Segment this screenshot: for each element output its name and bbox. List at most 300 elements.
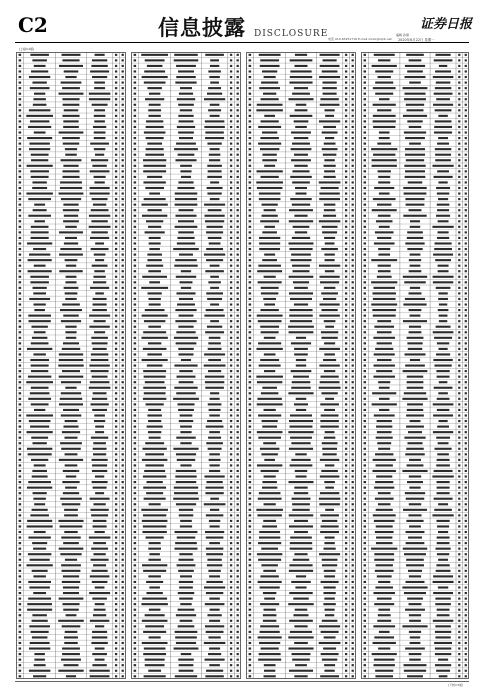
table-cell-text: [324, 159, 334, 161]
table-cell-text: [19, 220, 22, 222]
table-cell-text: [352, 442, 354, 444]
table-cell-text: [249, 237, 252, 239]
table-cell-text: [321, 470, 338, 472]
table-cell-text: [62, 348, 80, 350]
table-cell-text: [345, 131, 347, 133]
table-cell-text: [262, 215, 278, 217]
table-cell-text: [62, 98, 79, 100]
table-cell-text: [376, 370, 392, 372]
table-cell-text: [89, 592, 110, 594]
table-cell-text: [180, 603, 191, 605]
table-cell-text: [237, 564, 239, 566]
table-cell-text: [258, 281, 282, 283]
table-cell-text: [249, 176, 252, 178]
table-cell-text: [439, 303, 447, 305]
table-cell-text: [352, 603, 354, 605]
table-cell-text: [289, 331, 314, 333]
table-cell-text: [437, 453, 449, 455]
table-cell-text: [237, 292, 239, 294]
table-cell-text: [115, 98, 117, 100]
table-cell-text: [134, 215, 137, 217]
table-cell-text: [31, 226, 49, 228]
table-cell-text: [134, 54, 137, 56]
table-cell-text: [322, 148, 338, 150]
table-cell-text: [378, 181, 390, 183]
table-cell-text: [230, 537, 232, 539]
table-cell-text: [458, 631, 460, 633]
table-cell-text: [409, 209, 422, 211]
table-cell-text: [364, 564, 367, 566]
table-cell-text: [433, 276, 454, 278]
table-cell-text: [345, 531, 347, 533]
table-cell-text: [257, 104, 283, 106]
table-cell-text: [458, 204, 460, 206]
table-cell-text: [115, 431, 117, 433]
table-cell-text: [19, 276, 22, 278]
table-cell-text: [465, 647, 467, 649]
table-cell-text: [249, 87, 252, 89]
table-cell-text: [19, 337, 22, 339]
table-cell-text: [180, 170, 191, 172]
table-cell-text: [134, 93, 137, 95]
table-cell-text: [296, 575, 306, 577]
table-cell-text: [345, 448, 347, 450]
disclosure-table-column-1: [16, 52, 126, 679]
table-cell-text: [174, 365, 197, 367]
table-cell-text: [406, 542, 425, 544]
table-cell-text: [294, 487, 307, 489]
table-cell-text: [230, 220, 232, 222]
table-cell-text: [434, 93, 453, 95]
table-cell-text: [145, 154, 164, 156]
table-cell-text: [249, 570, 252, 572]
table-cell-text: [19, 659, 22, 661]
table-cell-text: [65, 387, 76, 389]
table-cell-text: [345, 598, 347, 600]
table-cell-text: [134, 148, 137, 150]
table-cell-text: [181, 176, 191, 178]
table-cell-text: [409, 59, 422, 61]
table-cell-text: [352, 259, 354, 261]
table-cell-text: [407, 442, 422, 444]
table-cell-text: [180, 87, 192, 89]
table-cell-text: [289, 481, 314, 483]
table-cell-text: [465, 503, 467, 505]
table-cell-text: [115, 303, 117, 305]
table-cell-text: [324, 237, 335, 239]
table-cell-text: [249, 270, 252, 272]
table-cell-text: [28, 315, 51, 317]
table-cell-text: [230, 276, 232, 278]
table-cell-text: [32, 59, 46, 61]
table-cell-text: [465, 631, 467, 633]
table-cell-text: [230, 426, 232, 428]
table-cell-text: [345, 631, 347, 633]
table-cell-text: [406, 54, 424, 56]
table-cell-text: [439, 381, 448, 383]
table-cell-text: [345, 620, 347, 622]
table-cell-text: [378, 647, 390, 649]
table-cell-text: [458, 370, 460, 372]
table-cell-text: [352, 448, 354, 450]
table-cell-text: [458, 59, 460, 61]
table-cell-text: [115, 553, 117, 555]
table-cell-text: [404, 165, 425, 167]
table-cell-text: [433, 414, 453, 416]
table-cell-text: [409, 631, 421, 633]
table-cell-text: [237, 192, 239, 194]
table-cell-text: [325, 614, 334, 616]
table-cell-text: [364, 287, 367, 289]
table-cell-text: [237, 265, 239, 267]
table-cell-text: [352, 270, 354, 272]
table-cell-text: [295, 470, 308, 472]
table-cell-text: [134, 59, 137, 61]
table-cell-text: [352, 392, 354, 394]
table-cell-text: [376, 564, 393, 566]
table-cell-text: [352, 192, 354, 194]
table-cell-text: [237, 326, 239, 328]
table-cell-text: [437, 204, 450, 206]
table-cell-text: [320, 475, 340, 477]
table-cell-text: [324, 165, 336, 167]
table-cell-text: [264, 115, 275, 117]
table-cell-text: [180, 464, 191, 466]
table-cell-text: [435, 87, 452, 89]
table-cell-text: [174, 548, 197, 550]
table-cell-text: [465, 65, 467, 67]
table-cell-text: [465, 475, 467, 477]
table-cell-text: [230, 204, 232, 206]
table-cell-text: [410, 220, 420, 222]
table-cell-text: [19, 237, 22, 239]
table-cell-text: [458, 359, 460, 361]
table-cell-text: [19, 487, 22, 489]
table-cell-text: [345, 109, 347, 111]
table-cell-text: [175, 320, 196, 322]
table-cell-text: [60, 442, 82, 444]
table-cell-text: [294, 154, 308, 156]
table-cell-text: [409, 326, 421, 328]
table-cell-text: [249, 342, 252, 344]
table-cell-text: [345, 148, 347, 150]
table-cell-text: [91, 548, 108, 550]
table-cell-text: [409, 82, 421, 84]
table-cell-text: [19, 131, 22, 133]
table-cell-text: [465, 675, 467, 677]
table-cell-text: [465, 348, 467, 350]
table-cell-text: [134, 104, 137, 106]
table-cell-text: [291, 148, 312, 150]
table-cell-text: [115, 503, 117, 505]
table-cell-text: [19, 514, 22, 516]
table-cell-text: [409, 503, 421, 505]
table-cell-text: [289, 276, 314, 278]
table-cell-text: [122, 104, 124, 106]
table-cell-text: [458, 509, 460, 511]
table-cell-text: [59, 93, 84, 95]
table-cell-text: [122, 259, 124, 261]
table-cell-text: [291, 159, 311, 161]
table-cell-text: [19, 675, 22, 677]
table-cell-text: [352, 581, 354, 583]
table-cell-text: [260, 586, 280, 588]
table-cell-text: [249, 381, 252, 383]
table-cell-text: [30, 426, 49, 428]
table-cell-text: [19, 159, 22, 161]
table-cell-text: [149, 248, 160, 250]
table-cell-text: [249, 537, 252, 539]
table-cell-text: [19, 54, 22, 56]
table-cell-text: [249, 620, 252, 622]
table-cell-text: [458, 326, 460, 328]
table-cell-text: [324, 209, 336, 211]
table-cell-text: [465, 470, 467, 472]
table-cell-text: [115, 475, 117, 477]
table-cell-text: [61, 392, 81, 394]
table-cell-text: [115, 509, 117, 511]
table-cell-text: [122, 170, 124, 172]
table-cell-text: [144, 198, 166, 200]
table-cell-text: [352, 215, 354, 217]
table-cell-text: [261, 98, 279, 100]
table-cell-text: [458, 431, 460, 433]
table-cell-text: [230, 131, 232, 133]
table-cell-text: [437, 525, 449, 527]
table-cell-text: [364, 503, 367, 505]
table-cell-text: [364, 537, 367, 539]
table-cell-text: [259, 365, 281, 367]
table-cell-text: [230, 586, 232, 588]
table-cell-text: [147, 481, 163, 483]
table-cell-text: [258, 265, 281, 267]
table-cell-text: [364, 631, 367, 633]
table-cell-text: [94, 115, 106, 117]
table-cell-text: [292, 181, 310, 183]
table-cell-text: [249, 525, 252, 527]
table-cell-text: [148, 109, 161, 111]
table-cell-text: [438, 270, 449, 272]
table-cell-text: [122, 614, 124, 616]
table-cell-text: [209, 664, 220, 666]
table-cell-text: [230, 359, 232, 361]
table-cell-text: [352, 503, 354, 505]
table-cell-text: [19, 181, 22, 183]
table-cell-text: [122, 187, 124, 189]
table-cell-text: [324, 670, 334, 672]
table-cell-text: [352, 492, 354, 494]
table-cell-text: [237, 87, 239, 89]
table-cell-text: [465, 559, 467, 561]
table-cell-text: [292, 237, 310, 239]
table-cell-text: [262, 420, 278, 422]
table-cell-text: [122, 315, 124, 317]
table-cell-text: [34, 220, 45, 222]
table-cell-text: [208, 403, 222, 405]
table-cell-text: [34, 503, 45, 505]
table-cell-text: [32, 475, 48, 477]
table-cell-text: [145, 309, 165, 311]
table-cell-text: [19, 470, 22, 472]
table-cell-text: [115, 592, 117, 594]
table-cell-text: [256, 109, 282, 111]
table-cell-text: [372, 403, 397, 405]
table-cell-text: [322, 559, 338, 561]
table-cell-text: [345, 54, 347, 56]
table-cell-text: [320, 98, 338, 100]
table-cell-text: [373, 115, 396, 117]
table-cell-text: [230, 631, 232, 633]
table-cell-text: [230, 226, 232, 228]
table-cell-text: [180, 442, 191, 444]
table-cell-text: [144, 392, 166, 394]
table-cell-text: [176, 276, 196, 278]
table-cell-text: [458, 475, 460, 477]
table-cell-text: [295, 109, 308, 111]
table-cell-text: [291, 581, 311, 583]
table-cell-text: [364, 398, 367, 400]
table-cell-text: [458, 453, 460, 455]
table-cell-text: [19, 198, 22, 200]
table-cell-text: [345, 98, 347, 100]
table-cell-text: [230, 93, 232, 95]
table-cell-text: [63, 204, 78, 206]
table-cell-text: [134, 331, 137, 333]
table-cell-text: [210, 59, 219, 61]
table-cell-text: [321, 414, 339, 416]
table-cell-text: [458, 292, 460, 294]
table-cell-text: [64, 514, 78, 516]
table-cell-text: [230, 664, 232, 666]
table-cell-text: [262, 426, 277, 428]
table-cell-text: [177, 403, 194, 405]
table-cell-text: [290, 59, 313, 61]
table-cell-text: [319, 348, 340, 350]
table-cell-text: [261, 647, 279, 649]
table-cell-text: [261, 548, 278, 550]
table-cell-text: [95, 154, 104, 156]
table-cell-text: [230, 520, 232, 522]
table-cell-text: [90, 509, 108, 511]
table-cell-text: [352, 170, 354, 172]
table-cell-text: [59, 459, 83, 461]
table-cell-text: [210, 276, 219, 278]
table-cell-text: [134, 620, 137, 622]
table-cell-text: [249, 131, 252, 133]
table-cell-text: [178, 592, 194, 594]
table-cell-text: [352, 176, 354, 178]
table-cell-text: [230, 342, 232, 344]
table-cell-text: [404, 392, 426, 394]
table-cell-text: [345, 514, 347, 516]
table-cell-text: [204, 586, 225, 588]
table-cell-text: [134, 570, 137, 572]
table-cell-text: [437, 609, 450, 611]
table-cell-text: [437, 542, 450, 544]
table-cell-text: [345, 548, 347, 550]
table-cell-text: [434, 126, 452, 128]
table-cell-text: [146, 403, 164, 405]
table-cell-text: [122, 337, 124, 339]
table-cell-text: [122, 581, 124, 583]
table-cell-text: [93, 281, 106, 283]
table-cell-text: [115, 564, 117, 566]
table-cell-text: [257, 348, 283, 350]
table-cell-text: [176, 503, 196, 505]
table-cell-text: [230, 242, 232, 244]
table-cell-text: [437, 553, 449, 555]
table-cell-text: [134, 137, 137, 139]
table-cell-text: [174, 148, 198, 150]
table-cell-text: [59, 548, 84, 550]
table-cell-text: [437, 143, 449, 145]
table-cell-text: [375, 93, 393, 95]
table-cell-text: [237, 348, 239, 350]
table-cell-text: [249, 437, 252, 439]
table-cell-text: [458, 270, 460, 272]
table-cell-text: [249, 209, 252, 211]
table-cell-text: [249, 459, 252, 461]
table-cell-text: [230, 309, 232, 311]
table-cell-text: [176, 642, 196, 644]
table-cell-text: [122, 559, 124, 561]
table-cell-text: [134, 259, 137, 261]
table-cell-text: [434, 498, 453, 500]
table-cell-text: [320, 492, 339, 494]
table-cell-text: [458, 481, 460, 483]
table-cell-text: [376, 475, 392, 477]
table-cell-text: [249, 215, 252, 217]
table-cell-text: [19, 431, 22, 433]
table-cell-text: [262, 481, 276, 483]
table-cell-text: [34, 131, 46, 133]
table-cell-text: [364, 625, 367, 627]
table-cell-text: [237, 376, 239, 378]
table-cell-text: [438, 298, 448, 300]
table-cell-text: [364, 65, 367, 67]
table-cell-text: [407, 381, 424, 383]
table-cell-text: [345, 70, 347, 72]
table-cell-text: [209, 598, 219, 600]
table-cell-text: [374, 353, 395, 355]
table-cell-text: [237, 675, 239, 677]
table-cell-text: [409, 331, 422, 333]
table-cell-text: [230, 659, 232, 661]
table-cell-text: [179, 93, 193, 95]
table-cell-text: [19, 148, 22, 150]
table-cell-text: [345, 115, 347, 117]
table-cell-text: [179, 581, 193, 583]
table-cell-text: [90, 192, 110, 194]
table-cell-text: [27, 564, 53, 566]
table-cell-text: [364, 437, 367, 439]
table-cell-text: [134, 242, 137, 244]
table-cell-text: [436, 353, 450, 355]
table-cell-text: [345, 215, 347, 217]
table-cell-text: [438, 659, 448, 661]
table-cell-text: [178, 115, 193, 117]
table-cell-text: [458, 586, 460, 588]
table-cell-text: [30, 170, 49, 172]
table-cell-text: [237, 453, 239, 455]
table-cell-text: [249, 154, 252, 156]
table-cell-text: [435, 159, 451, 161]
table-cell-text: [345, 276, 347, 278]
table-cell-text: [181, 270, 191, 272]
table-cell-text: [352, 131, 354, 133]
table-cell-text: [261, 176, 279, 178]
table-cell-text: [294, 137, 309, 139]
